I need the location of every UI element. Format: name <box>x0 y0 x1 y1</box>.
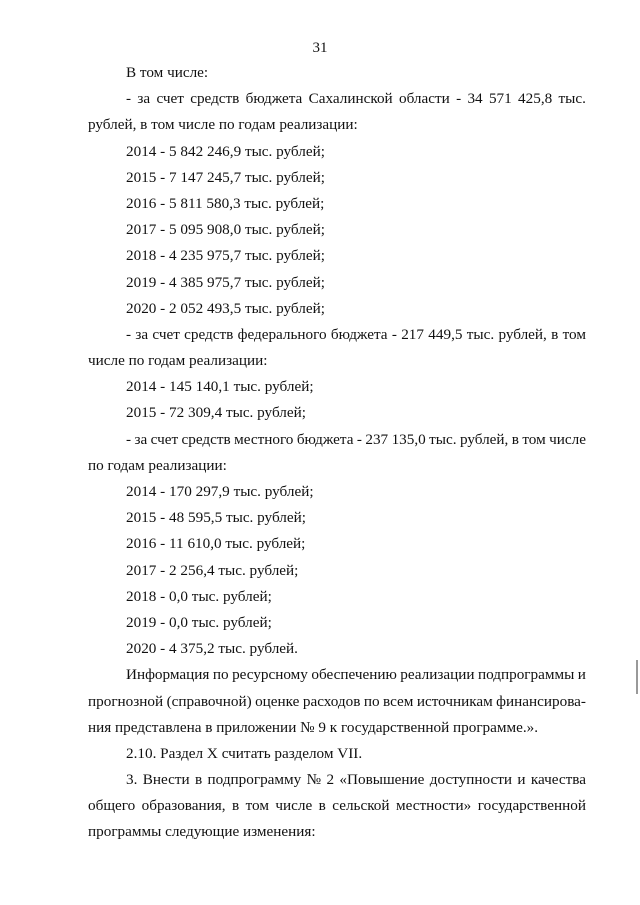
word: числе <box>275 797 313 815</box>
local-year-item: 2016 - 11 610,0 тыс. рублей; <box>126 535 306 553</box>
word: всем <box>383 692 414 710</box>
word: местности» <box>395 797 472 815</box>
word: 3. <box>126 771 138 789</box>
word: реализации <box>400 666 475 684</box>
word: - <box>126 325 132 343</box>
word: оценке <box>255 692 300 710</box>
word: 135,0 <box>391 430 426 448</box>
regional-year-item: 2016 - 5 811 580,3 тыс. рублей; <box>126 194 325 212</box>
regional-budget-line-1 <box>88 86 586 112</box>
word: бюджета <box>296 430 354 448</box>
word: - <box>126 90 132 108</box>
word: местного <box>234 430 294 448</box>
local-budget-line-2: по годам реализации: <box>88 456 227 474</box>
word: и <box>517 771 526 789</box>
item3-line-3: программы следующие изменения: <box>88 823 316 841</box>
federal-year-item: 2015 - 72 309,4 тыс. рублей; <box>126 404 306 422</box>
info-paragraph-line-1 <box>88 662 586 688</box>
regional-year-item: 2015 - 7 147 245,7 тыс. рублей; <box>126 168 325 186</box>
scan-edge-mark <box>636 660 638 694</box>
regional-year-item: 2020 - 2 052 493,5 тыс. рублей; <box>126 299 325 317</box>
local-year-item: 2019 - 0,0 тыс. рублей; <box>126 613 272 631</box>
word: 34 <box>467 90 483 108</box>
word: средств <box>184 325 234 343</box>
item3-line-1 <box>88 767 586 793</box>
local-year-item: 2020 - 4 375,2 тыс. рублей. <box>126 640 298 658</box>
word: тыс. <box>429 430 457 448</box>
word: финансирова- <box>496 692 586 710</box>
regional-budget-line-2: рублей, в том числе по годам реализации: <box>88 116 358 134</box>
page-number: 31 <box>312 40 328 56</box>
word: обеспечению <box>311 666 397 684</box>
word: - <box>456 90 462 108</box>
word: общего <box>88 797 136 815</box>
word: 2 <box>326 771 335 789</box>
word: средств <box>190 90 240 108</box>
federal-budget-years <box>88 374 586 426</box>
word: том <box>562 325 586 343</box>
federal-budget-line-1 <box>88 322 586 348</box>
word: образования, <box>141 797 226 815</box>
word: тыс. <box>558 90 586 108</box>
word: за <box>137 90 151 108</box>
local-year-item: 2015 - 48 595,5 тыс. рублей; <box>126 509 306 527</box>
word: прогнозной <box>88 692 164 710</box>
word: в <box>195 771 203 789</box>
word: Внести <box>142 771 190 789</box>
local-year-item: 2018 - 0,0 тыс. рублей; <box>126 587 272 605</box>
document-body <box>88 60 586 846</box>
word: ресурсному <box>232 666 308 684</box>
federal-year-item: 2014 - 145 140,1 тыс. рублей; <box>126 378 314 396</box>
word: Сахалинской <box>308 90 393 108</box>
word: (справочной) <box>166 692 252 710</box>
word: счет <box>150 430 179 448</box>
word: Информация <box>126 666 210 684</box>
word: № <box>306 771 322 789</box>
word: - <box>356 430 362 448</box>
word: области <box>398 90 450 108</box>
info-paragraph-line-3: ния представлена в приложении № 9 к государственной программе.». <box>88 718 539 736</box>
word: - <box>391 325 397 343</box>
regional-year-item: 2014 - 5 842 246,9 тыс. рублей; <box>126 142 325 160</box>
regional-year-item: 2019 - 4 385 975,7 тыс. рублей; <box>126 273 325 291</box>
word: бюджета <box>245 90 303 108</box>
word: доступности <box>429 771 512 789</box>
word: числе <box>549 430 586 448</box>
word: средств <box>181 430 231 448</box>
word: по <box>212 666 229 684</box>
word: подпрограмму <box>207 771 302 789</box>
word: том <box>522 430 546 448</box>
section-renumber-line: 2.10. Раздел X считать разделом VII. <box>126 744 363 762</box>
word: тыс. <box>466 325 495 343</box>
word: государственной <box>477 797 586 815</box>
word: в <box>511 430 519 448</box>
local-budget-years <box>88 479 586 662</box>
paragraph-intro: В том числе: <box>126 64 209 81</box>
federal-budget-line-2: числе по годам реализации: <box>88 352 268 370</box>
regional-year-item: 2018 - 4 235 975,7 тыс. рублей; <box>126 247 325 265</box>
word: 449,5 <box>428 325 463 343</box>
local-budget-line-1 <box>88 427 586 453</box>
regional-budget-years <box>88 139 586 322</box>
word: в <box>232 797 240 815</box>
word: за <box>134 430 148 448</box>
local-year-item: 2014 - 170 297,9 тыс. рублей; <box>126 483 314 500</box>
word: счет <box>152 325 180 343</box>
word: 237 <box>365 430 389 448</box>
word: 425,8 <box>518 90 553 108</box>
word: и <box>577 666 586 684</box>
word: рублей, <box>498 325 547 343</box>
word: рублей, <box>459 430 509 448</box>
word: 571 <box>488 90 512 108</box>
info-paragraph-line-2 <box>88 689 586 715</box>
word: - <box>126 430 132 448</box>
word: том <box>245 797 269 815</box>
word: «Повышение <box>339 771 425 789</box>
word: 217 <box>401 325 424 343</box>
word: расходов <box>302 692 361 710</box>
word: в <box>318 797 326 815</box>
word: в <box>551 325 559 343</box>
word: подпрограммы <box>477 666 575 684</box>
item3-line-2 <box>88 793 586 819</box>
word: федерального <box>237 325 327 343</box>
word: бюджета <box>330 325 388 343</box>
word: за <box>135 325 149 343</box>
word: счет <box>156 90 184 108</box>
word: сельской <box>332 797 390 815</box>
word: по <box>363 692 380 710</box>
local-year-item: 2017 - 2 256,4 тыс. рублей; <box>126 561 299 579</box>
regional-year-item: 2017 - 5 095 908,0 тыс. рублей; <box>126 221 325 239</box>
word: источникам <box>416 692 493 710</box>
word: качества <box>530 771 586 789</box>
